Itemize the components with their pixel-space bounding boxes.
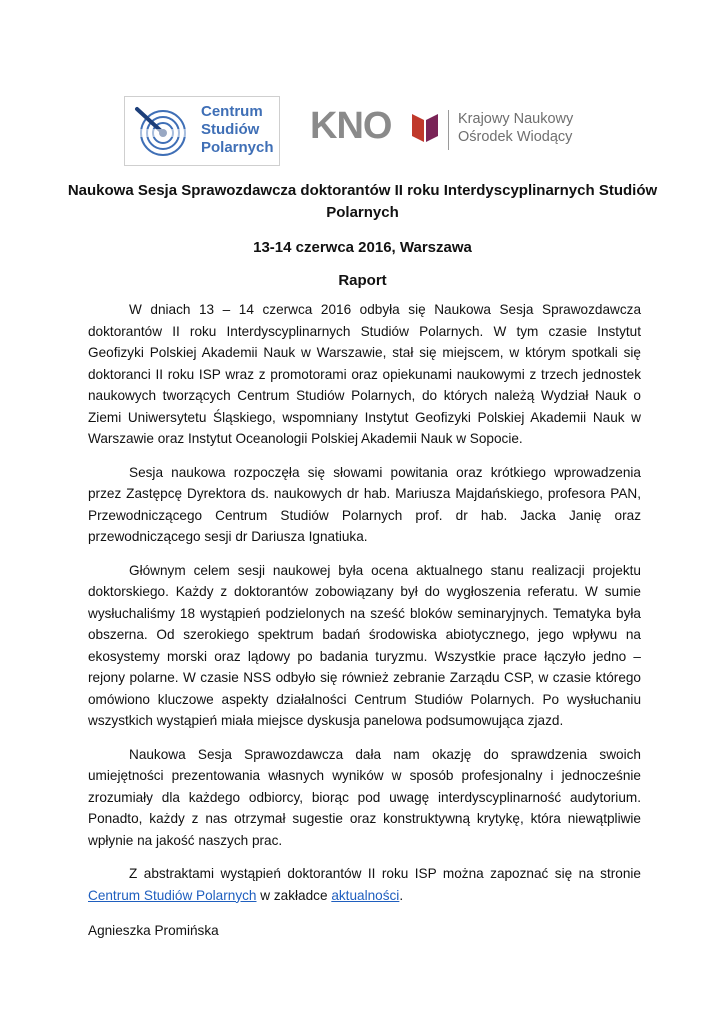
csp-website-link[interactable]: Centrum Studiów Polarnych xyxy=(88,887,257,903)
report-body xyxy=(88,299,641,942)
paragraph-text: . xyxy=(399,887,404,903)
csp-logo-text xyxy=(201,103,274,157)
paragraph: Głównym celem sesji naukowej była ocena aktualnego stanu realizacji projektu doktorskiego. Każdy z doktorantów zobowiązany był do wygłoszenia referatu. W sumie wysłuchaliśmy 18 wystąpień podzielonych na sześć bloków seminaryjnych. Tematyka była obszerna. Od szerokiego spektrum badań środowiska abiotycznego, jego wpływu na ekosystemy morski oraz lądowy po badania turyzmu. Wszystkie prace łączyło jedno – rejony polarne. W czasie NSS odbyło się również zebranie Zarządu CSP, w czasie którego omówiono kluczowe aspekty działalności Centrum Studiów Polarnych. Po wysłuchaniu wszystkich wystąpień miała miejsce dyskusja panelowa podsumowująca zjazd. xyxy=(88,562,641,728)
csp-logo-line: Centrum xyxy=(201,103,263,120)
paragraph: Naukowa Sesja Sprawozdawcza dała nam okazję do sprawdzenia swoich umiejętności prezentowania własnych wyników w sposób profesjonalny i jednocześnie zrozumiały dla każdego odbiorcy, biorąc pod uwagę interdyscyplinarność audytorium. Ponadto, każdy z nas otrzymał sugestie oraz konstruktywną krytykę, która niewątpliwie wpłynie na jakość naszych prac. xyxy=(88,746,641,848)
csp-logo-line: Studiów xyxy=(201,121,260,138)
csp-logo xyxy=(124,96,280,166)
document-date: 13-14 czerwca 2016, Warszawa xyxy=(253,239,472,256)
kno-logo-line: Ośrodek Wiodący xyxy=(458,129,573,145)
report-heading: Raport xyxy=(338,272,387,289)
kno-wordmark: KNO xyxy=(310,105,392,147)
csp-logo-line: Polarnych xyxy=(201,139,274,156)
paragraph-text: Z abstraktami wystąpień doktorantów II roku ISP można zapoznać się na stronie xyxy=(129,866,641,881)
csp-globe-icon xyxy=(131,103,197,161)
document-title: Naukowa Sesja Sprawozdawcza doktorantów II roku Interdyscyplinarnych Studiów Polarnych xyxy=(67,182,658,221)
kno-logo-line: Krajowy Naukowy xyxy=(458,111,574,127)
paragraph: W dniach 13 – 14 czerwca 2016 odbyła się Naukowa Sesja Sprawozdawcza doktorantów II roku Interdyscyplinarnych Studiów Polarnych. W tym czasie Instytut Geofizyki Polskiej Akademii Nauk w Warszawie, stał się miejscem, w którym spotkali się doktoranci II roku ISP wraz z promotorami oraz opiekunami naukowymi z trzech jednostek naukowych tworzących Centrum Studiów Polarnych, do których należą Wydział Nauk o Ziemi Uniwersytetu Śląskiego, wspomniany Instytut Geofizyki Polskiej Akademii Nauk w Warszawie oraz Instytut Oceanologii Polskiej Akademii Nauk w Sopocie. xyxy=(88,302,641,446)
news-link[interactable]: aktualności xyxy=(331,887,400,903)
kno-logo xyxy=(310,104,580,152)
paragraph: Sesja naukowa rozpoczęła się słowami powitania oraz krótkiego wprowadzenia przez Zastępcę Dyrektora ds. naukowych dr hab. Mariusza Majdańskiego, profesora PAN, Przewodniczącego Centrum Studiów Polarnych prof. dr hab. Jacka Janię oraz przewodniczącego sesji dr Dariusza Ignatiuka. xyxy=(88,464,641,544)
kno-divider xyxy=(448,110,449,150)
kno-logo-text xyxy=(458,110,573,146)
paragraph-links xyxy=(88,863,641,906)
open-book-icon xyxy=(410,110,440,144)
paragraph-text: w zakładce xyxy=(256,887,332,903)
author-signature: Agnieszka Promińska xyxy=(88,923,219,938)
